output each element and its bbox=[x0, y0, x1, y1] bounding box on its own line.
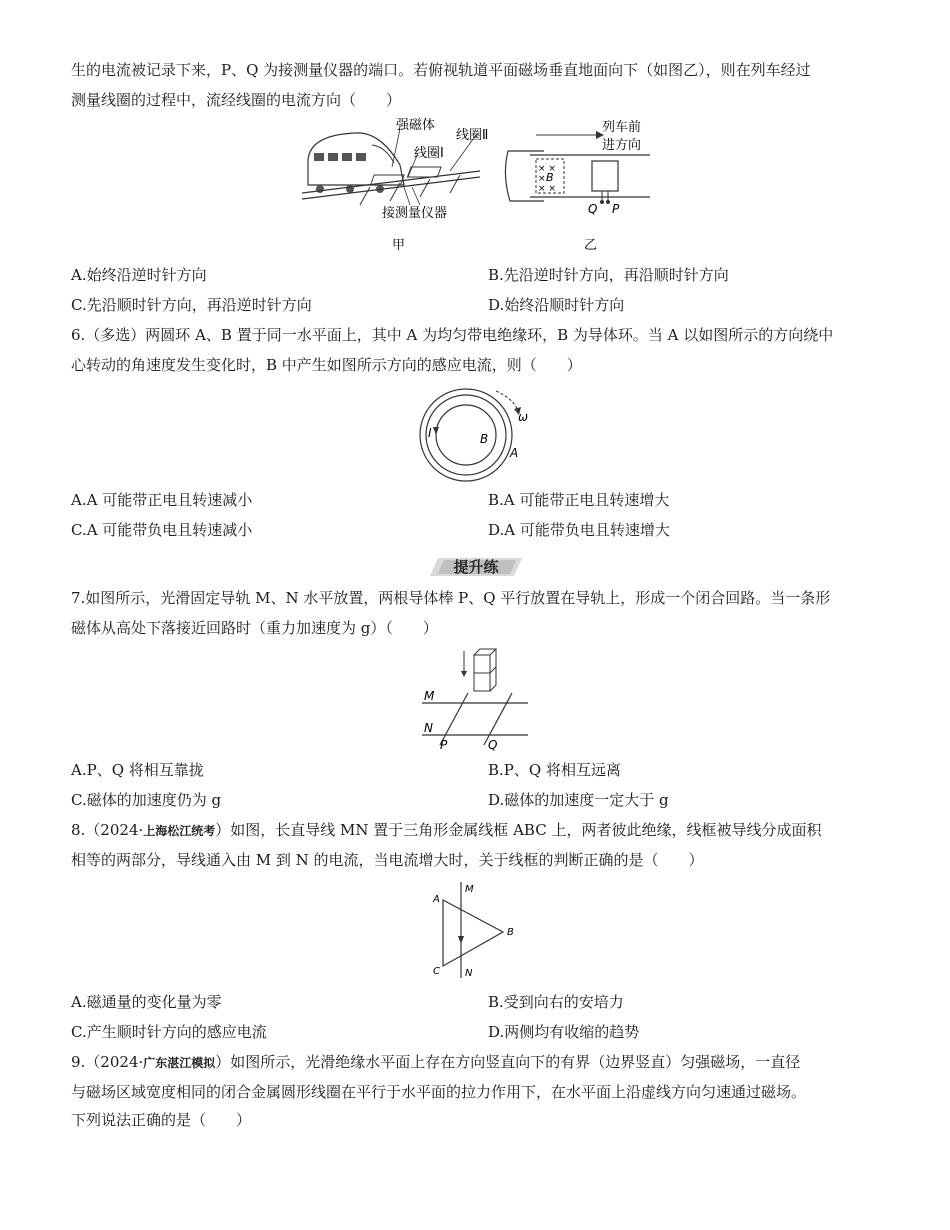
q6-stem-line1: 6.（多选）两圆环 A、B 置于同一水平面上，其中 A 为均匀带电绝缘环，B 为导体环。当 A 以如图所示的方向绕中 bbox=[71, 326, 834, 344]
q5-option-d[interactable]: D.始终沿顺时针方向 bbox=[488, 296, 625, 314]
label-N: N bbox=[465, 968, 473, 979]
label-B: B bbox=[480, 432, 489, 446]
q8-option-a[interactable]: A.磁通量的变化量为零 bbox=[71, 993, 222, 1011]
q9-stem-prefix: 9.（2024· bbox=[71, 1053, 144, 1071]
label-N: N bbox=[424, 721, 433, 735]
q8-option-c[interactable]: C.产生顺时针方向的感应电流 bbox=[71, 1023, 267, 1041]
field-cross: × × bbox=[538, 184, 556, 194]
section-banner bbox=[430, 556, 522, 578]
label-M: M bbox=[424, 689, 435, 703]
sleeper bbox=[360, 187, 370, 205]
q7-option-c[interactable]: C.磁体的加速度仍为 g bbox=[71, 791, 222, 809]
q5-option-c[interactable]: C.先沿顺时针方向，再沿逆时针方向 bbox=[71, 296, 312, 314]
q8-stem-line2: 相等的两部分，导线通入由 M 到 N 的电流，当电流增大时，关于线框的判断正确的是（ ） bbox=[71, 851, 704, 869]
label-I: I bbox=[428, 426, 432, 440]
label-coil2: 线圈Ⅱ bbox=[456, 128, 489, 143]
field-cross: × bbox=[538, 174, 546, 184]
q6-option-c[interactable]: C.A 可能带负电且转速减小 bbox=[71, 521, 253, 539]
caption-jia: 甲 bbox=[392, 238, 406, 253]
sleeper bbox=[390, 183, 400, 201]
current-arrow bbox=[433, 427, 439, 435]
label-coil1: 线圈Ⅰ bbox=[414, 146, 444, 161]
q7-option-b[interactable]: B.P、Q 将相互远离 bbox=[488, 761, 621, 779]
q6-option-b[interactable]: B.A 可能带正电且转速增大 bbox=[488, 491, 670, 509]
label-B: B bbox=[507, 927, 514, 938]
q6-option-a[interactable]: A.A 可能带正电且转速减小 bbox=[71, 491, 253, 509]
q9-stem-line3: 下列说法正确的是（ ） bbox=[71, 1111, 252, 1129]
q9-stem-rest: ）如图所示，光滑绝缘水平面上存在方向竖直向下的有界（边界竖直）匀强磁场，一直径 bbox=[215, 1053, 801, 1071]
train-wheel bbox=[316, 185, 324, 193]
label-meter: 接测量仪器 bbox=[382, 206, 448, 221]
q6-figure bbox=[418, 385, 533, 485]
coil-2 bbox=[407, 167, 441, 177]
q8-figure bbox=[425, 878, 525, 983]
current-arrow bbox=[458, 936, 464, 944]
coil bbox=[592, 161, 618, 191]
label-C: C bbox=[433, 966, 440, 977]
q6-option-d[interactable]: D.A 可能带负电且转速增大 bbox=[488, 521, 670, 539]
label-P: P bbox=[612, 202, 620, 216]
rotation-arc bbox=[496, 391, 518, 411]
terminal-P bbox=[606, 200, 610, 204]
q5-figure-yi bbox=[500, 115, 670, 255]
q8-option-b[interactable]: B.受到向右的安培力 bbox=[488, 993, 624, 1011]
fall-arrowhead bbox=[461, 671, 467, 677]
ring-A-outer bbox=[420, 389, 512, 481]
magnet-upper bbox=[474, 655, 490, 673]
train-window bbox=[328, 153, 338, 161]
q5-figure-jia bbox=[300, 115, 500, 255]
label-P: P bbox=[440, 738, 448, 752]
label-dir2: 进方向 bbox=[602, 138, 642, 153]
q8-stem-line1 bbox=[71, 820, 821, 841]
train-window bbox=[342, 153, 352, 161]
q5-option-a[interactable]: A.始终沿逆时针方向 bbox=[71, 266, 207, 284]
label-B: B bbox=[546, 171, 554, 184]
q8-source: 上海松江统考 bbox=[143, 824, 216, 838]
label-dir1: 列车前 bbox=[602, 120, 642, 135]
label-A: A bbox=[510, 446, 519, 460]
leader-line bbox=[412, 187, 420, 205]
train-window bbox=[356, 153, 366, 161]
train-window bbox=[314, 153, 324, 161]
q8-stem-prefix: 8.（2024· bbox=[71, 821, 144, 839]
sleeper bbox=[420, 179, 430, 197]
terminal-Q bbox=[600, 200, 604, 204]
q7-figure bbox=[418, 645, 533, 755]
q5-stem-line1: 生的电流被记录下来，P、Q 为接测量仪器的端口。若俯视轨道平面磁场垂直地面向下（如图乙），则在列车经过 bbox=[71, 61, 811, 79]
leader-line bbox=[404, 187, 410, 205]
magnet-top bbox=[474, 649, 496, 655]
field-cross: × × bbox=[538, 164, 556, 174]
q6-stem-line2: 心转动的角速度发生变化时，B 中产生如图所示方向的感应电流，则（ ） bbox=[71, 356, 582, 374]
label-M: M bbox=[465, 884, 474, 895]
sleeper bbox=[450, 175, 460, 193]
label-A: A bbox=[433, 894, 440, 905]
banner-label: 提升练 bbox=[453, 558, 499, 576]
q7-option-a[interactable]: A.P、Q 将相互靠拢 bbox=[71, 761, 204, 779]
ring-A-inner bbox=[426, 395, 506, 475]
caption-yi: 乙 bbox=[584, 238, 598, 253]
q7-stem-line1: 7.如图所示，光滑固定导轨 M、N 水平放置，两根导体棒 P、Q 平行放置在导轨上，形成一个闭合回路。当一条形 bbox=[71, 589, 831, 607]
label-Q: Q bbox=[488, 738, 498, 752]
label-omega: ω bbox=[518, 410, 529, 424]
magnet-edge bbox=[490, 667, 496, 673]
label-magnet: 强磁体 bbox=[396, 118, 436, 133]
label-Q: Q bbox=[588, 202, 598, 216]
q5-stem-line2: 测量线圈的过程中，流经线圈的电流方向（ ） bbox=[71, 91, 402, 109]
triangle-ABC bbox=[443, 900, 503, 966]
q9-stem-line1 bbox=[71, 1052, 800, 1073]
magnet-lower bbox=[474, 673, 490, 691]
q9-stem-line2: 与磁场区域宽度相同的闭合金属圆形线圈在平行于水平面的拉力作用下，在水平面上沿虚线方向匀速通过磁场。 bbox=[71, 1083, 807, 1101]
q7-stem-line2: 磁体从高处下落接近回路时（重力加速度为 g）（ ） bbox=[71, 619, 438, 637]
q8-option-d[interactable]: D.两侧均有收缩的趋势 bbox=[488, 1023, 640, 1041]
q7-option-d[interactable]: D.磁体的加速度一定大于 g bbox=[488, 791, 669, 809]
q8-stem-rest: ）如图，长直导线 MN 置于三角形金属线框 ABC 上，两者彼此绝缘，线框被导线分成面积 bbox=[215, 821, 822, 839]
q5-option-b[interactable]: B.先沿逆时针方向，再沿顺时针方向 bbox=[488, 266, 729, 284]
q9-source: 广东湛江模拟 bbox=[143, 1056, 216, 1070]
